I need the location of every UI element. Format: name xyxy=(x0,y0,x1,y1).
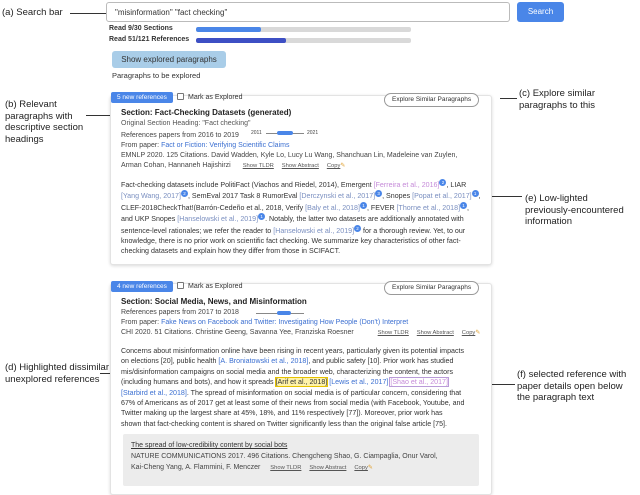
section-title: Section: Fact-Checking Datasets (generated) xyxy=(121,108,292,117)
timeline-start: 2011 xyxy=(251,130,262,136)
paper-meta: CHI 2020. 51 Citations. Christine Geeng, Savanna Yee, Franziska Roesner Show TLDR Show Abstract Copy✎ xyxy=(121,329,481,336)
ref-ferreira[interactable]: [Ferreira et al., 2016] xyxy=(373,181,440,189)
sections-progress-fill xyxy=(196,27,261,32)
references-progress-fill xyxy=(196,38,286,43)
copy-link[interactable]: Copy xyxy=(326,163,341,169)
ref-derczynski[interactable]: [Derczynski et al., 2017] xyxy=(299,192,376,201)
from-paper: From paper: Fact or Fiction: Verifying Scientific Claims xyxy=(121,142,290,149)
ref-popat[interactable]: [Popat et al., 2017] xyxy=(412,192,472,201)
paper-title-link[interactable]: Fact or Fiction: Verifying Scientific Claims xyxy=(161,142,290,149)
paragraph-text: Concerns about misinformation online have been rising in recent years, particularly given its potential impacts on elections [20], public health [A. Broniatowski et al., 2018], and public safety [10]. Prior work has studied mis/disinformation campaigns on social media and the broader web, characterizing the content, the actors (including humans and bots), and how it spreads [Arif et al., 2018] [Lewis et al., 2017] [Shao et al., 2017] [Starbird et al., 2018]. The spread of misinformation on social media is of particular concern, considering that 67% of Americans as of 2017 get at least some of their news from social media (with Facebook, Youtube, and Twitter making up the largest share at 45%, 18%, and 11% respectively [77]). Moreover, prior work has shown that fact-checking content is shared on Twitter significantly less than the original false article [75]. xyxy=(121,347,465,428)
annotation-c: (c) Explore similar paragraphs to this xyxy=(519,88,596,111)
to-explore-label: Paragraphs to be explored xyxy=(112,71,201,80)
new-references-badge: 5 new references xyxy=(111,92,173,103)
ref-baly[interactable]: [Baly et al., 2018] xyxy=(305,203,360,212)
ref-broniatowski[interactable]: [A. Broniatowski et al., 2018] xyxy=(218,357,309,366)
annotation-f-line xyxy=(492,384,515,385)
year-range-text: References papers from 2017 to 2018 xyxy=(121,309,239,316)
sections-progress-label: Read 9/30 Sections xyxy=(109,25,173,32)
annotation-d: (d) Highlighted dissimilar unexplored references xyxy=(5,362,110,385)
references-progress-bar xyxy=(196,38,411,43)
show-tldr-link[interactable]: Show TLDR xyxy=(377,330,409,336)
paper-meta: EMNLP 2020. 125 Citations. David Wadden, Kyle Lo, Lucy Lu Wang, Shanchuan Lin, Madeleine van Zuylen, xyxy=(121,152,458,159)
explore-similar-button[interactable]: Explore Similar Paragraphs xyxy=(384,281,479,295)
annotation-e: (e) Low-lighted previously-encountered information xyxy=(525,193,624,227)
copy-link[interactable]: Copy xyxy=(461,330,476,336)
ref-arif[interactable]: [Arif et al., 2018] xyxy=(275,378,328,387)
copy-link[interactable]: Copy xyxy=(354,465,368,471)
reference-title[interactable]: The spread of low-credibility content by social bots xyxy=(131,442,288,449)
annotation-c-line xyxy=(500,98,517,99)
search-button[interactable]: Search xyxy=(517,2,564,22)
show-explored-button[interactable]: Show explored paragraphs xyxy=(112,51,226,68)
ref-shao-selected[interactable]: [Shao et al., 2017] xyxy=(390,378,448,387)
show-tldr-link[interactable]: Show TLDR xyxy=(242,163,274,169)
ref-thorne[interactable]: [Thorne et al., 2018] xyxy=(396,203,461,212)
explore-similar-button[interactable]: Explore Similar Paragraphs xyxy=(384,93,479,107)
reference-details-panel xyxy=(123,434,479,486)
references-progress-label: Read 51/121 References xyxy=(109,36,190,43)
show-abstract-link[interactable]: Show Abstract xyxy=(309,465,347,471)
checkbox-icon[interactable] xyxy=(177,93,184,100)
annotation-f: (f) selected reference with paper details open below the paragraph text xyxy=(517,369,627,403)
pencil-icon[interactable]: ✎ xyxy=(367,465,373,471)
paper-title-link[interactable]: Fake News on Facebook and Twitter: Investigating How People (Don't) Interpret xyxy=(161,319,409,326)
timeline-end: 2021 xyxy=(307,130,319,136)
ref-hanselowski-1[interactable]: [Hanselowski et al., 2019] xyxy=(177,215,259,224)
reference-authors: Kai-Cheng Yang, A. Flammini, F. Menczer Show TLDR Show Abstract Copy✎ xyxy=(131,464,373,471)
pencil-icon[interactable]: ✎ xyxy=(340,163,346,169)
show-abstract-link[interactable]: Show Abstract xyxy=(416,330,454,336)
original-heading: Original Section Heading: "Fact checking" xyxy=(121,120,251,127)
from-paper: From paper: Fake News on Facebook and Twitter: Investigating How People (Don't) Interpret xyxy=(121,319,409,326)
paragraph-card-1 xyxy=(110,95,492,265)
ref-lewis[interactable]: [Lewis et al., 2017] xyxy=(329,378,389,387)
annotation-b: (b) Relevant paragraphs with descriptive section headings xyxy=(5,99,84,145)
mark-explored-checkbox[interactable]: Mark as Explored xyxy=(177,93,242,101)
ref-starbird[interactable]: [Starbird et al., 2018] xyxy=(121,388,187,397)
paragraph-card-2 xyxy=(110,283,492,495)
show-tldr-link[interactable]: Show TLDR xyxy=(270,465,302,471)
timeline-range xyxy=(277,131,293,135)
annotation-b-line xyxy=(86,115,110,116)
mark-explored-checkbox[interactable]: Mark as Explored xyxy=(177,282,242,290)
ref-yang[interactable]: [Yang Wang, 2017] xyxy=(121,192,181,201)
pencil-icon[interactable]: ✎ xyxy=(475,330,481,336)
ref-hanselowski-2[interactable]: [Hanselowski et al., 2019] xyxy=(273,226,355,235)
checkbox-icon[interactable] xyxy=(177,282,184,289)
year-range-text: References papers from 2016 to 2019 xyxy=(121,132,239,139)
section-title: Section: Social Media, News, and Misinformation xyxy=(121,297,307,306)
annotation-a: (a) Search bar xyxy=(2,7,63,18)
new-references-badge: 4 new references xyxy=(111,281,173,292)
paragraph-text: Fact-checking datasets include PolitiFact (Viachos and Riedel, 2014), Emergent [Ferreira et al., 2016] 2 , LIAR [Yang Wang, 2017] 2 , SemEval 2017 Task 8 RumorEval [Derczynski et al., 2017] 3 , Snopes [Popat et al., 2017] 1 , CLEF-2018CheckThat!(Barrón-Cedeño et al., 2018, Verify [Baly et al., 2018] 1 , FEVER [Thorne et al., 2018] 1 , and UKP Snopes [Hanselowski et al., 2019] 1 . Notably, the latter two datasets are additionally annotated with sentence-level rationales; we refer the reader to [Hanselowski et al., 2019] 2 for a thorough review. Yet, to our knowledge, there is no prior work on scientific fact checking. We summarize key characteristics of other fact- checking datasets and explain how they differ from those in SCIFACT. xyxy=(121,180,481,256)
timeline-range xyxy=(277,311,291,315)
paper-authors: Arman Cohan, Hannaneh Hajishirzi Show TLDR Show Abstract Copy✎ xyxy=(121,162,346,169)
reference-meta: NATURE COMMUNICATIONS 2017. 496 Citations. Chengcheng Shao, G. Ciampaglia, Onur Varol, xyxy=(131,453,438,460)
sections-progress-bar xyxy=(196,27,411,32)
search-input[interactable]: "misinformation" "fact checking" xyxy=(106,2,510,22)
annotation-a-line xyxy=(70,13,106,14)
show-abstract-link[interactable]: Show Abstract xyxy=(281,163,319,169)
